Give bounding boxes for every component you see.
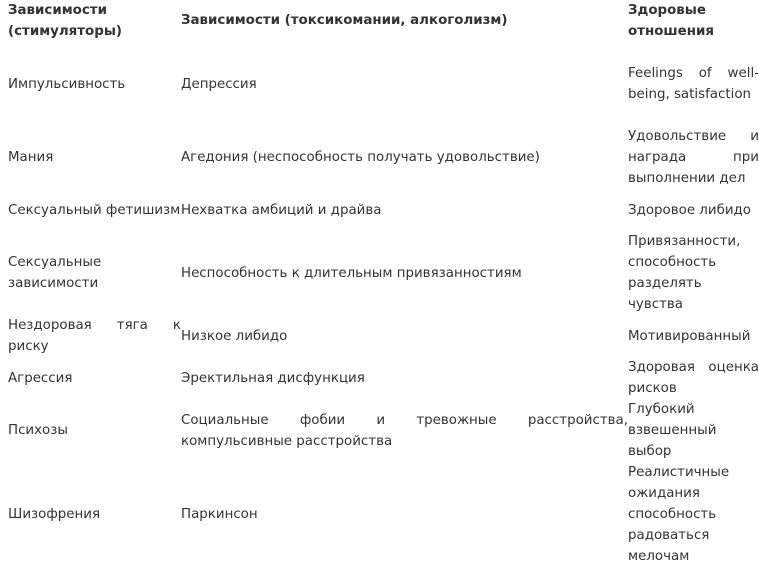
cell-healthy: Привязанности, способность разделять чувства bbox=[628, 234, 741, 312]
cell-toxicomania: Неспособность к длительным привязанностиям bbox=[181, 265, 522, 281]
table-row bbox=[0, 357, 759, 399]
cell-toxicomania: Эректильная дисфункция bbox=[181, 370, 365, 386]
cell-stimulants: Мания bbox=[8, 150, 54, 165]
cell-healthy: Удовольствие и награда при выполнении дел bbox=[628, 129, 759, 186]
cell-stimulants: Шизофрения bbox=[8, 507, 101, 522]
table-header-row bbox=[0, 0, 759, 42]
header-stimulants: Зависимости (стимуляторы) bbox=[8, 3, 123, 39]
cell-stimulants: Агрессия bbox=[8, 370, 73, 386]
cell-stimulants: Сексуальные зависимости bbox=[8, 255, 102, 291]
table-row bbox=[0, 462, 759, 567]
cell-stimulants: Нездоровая тяга к риску bbox=[8, 318, 181, 354]
table-row bbox=[0, 42, 759, 126]
cell-toxicomania: Нехватка амбиций и драйва bbox=[181, 202, 382, 218]
table-row bbox=[0, 399, 759, 462]
cell-stimulants: Сексуальный фетишизм bbox=[8, 202, 181, 218]
cell-healthy: Глубокий взвешенный выбор bbox=[628, 402, 717, 459]
cell-stimulants: Импульсивность bbox=[8, 76, 126, 92]
table-row bbox=[0, 189, 759, 231]
cell-toxicomania: Социальные фобии и тревожные расстройства, компульсивные расстройства bbox=[181, 412, 628, 449]
cell-toxicomania: Низкое либидо bbox=[181, 328, 288, 344]
cell-healthy: Реалистичные ожидания способность радоваться мелочам bbox=[628, 465, 730, 564]
cell-toxicomania: Депрессия bbox=[181, 76, 257, 92]
table-row bbox=[0, 231, 759, 315]
cell-toxicomania: Агедония (неспособность получать удовольствие) bbox=[181, 150, 540, 165]
cell-healthy: Feelings of well-being, satisfaction bbox=[628, 66, 759, 102]
cell-healthy: Здоровая оценка рисков bbox=[628, 360, 759, 396]
cell-healthy: Мотивированный bbox=[628, 328, 751, 344]
cell-healthy: Здоровое либидо bbox=[628, 202, 751, 218]
table-row bbox=[0, 315, 759, 357]
header-toxicomania: Зависимости (токсикомании, алкоголизм) bbox=[181, 13, 508, 28]
header-healthy-relations: Здоровые отношения bbox=[628, 3, 714, 39]
cell-toxicomania: Паркинсон bbox=[181, 507, 258, 522]
cell-stimulants: Психозы bbox=[8, 423, 68, 438]
table-row bbox=[0, 126, 759, 189]
